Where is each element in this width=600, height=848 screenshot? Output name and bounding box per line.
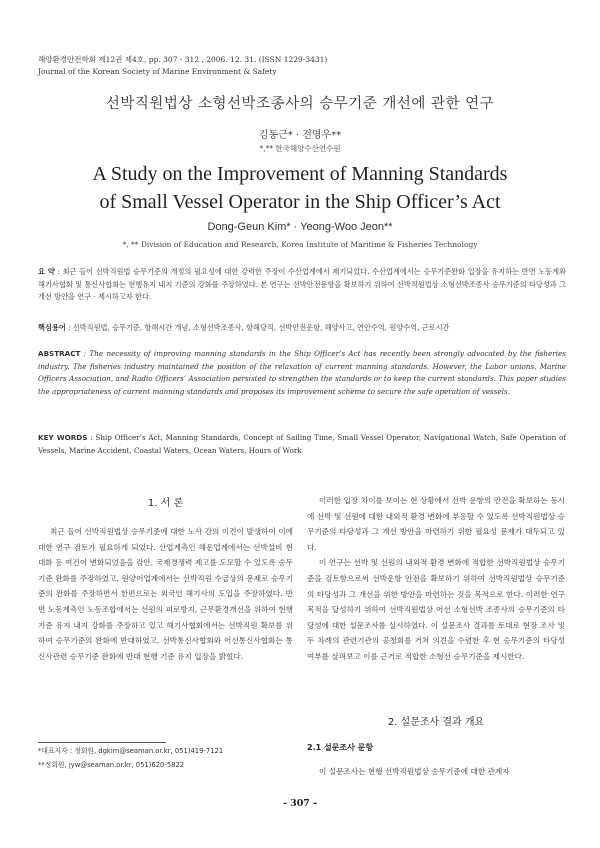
keywords-korean-label: 핵심용어 xyxy=(38,323,66,332)
keywords-korean-text: : 선박직원법, 승무기준, 항해시간 개념, 소형선박조종사, 항해당직, 선박안전운항, 해양사고, 연안수역, 원양수역, 근로시간 xyxy=(68,323,450,332)
section-2-heading: 2. 설문조사 결과 개요 xyxy=(387,717,485,728)
summary-label: 요 약 xyxy=(38,267,55,276)
footnote-first-author: *대표저자 : 정회원, dgkim@seaman.or.kr, 051)419-7121 xyxy=(38,747,224,755)
keywords-english xyxy=(38,432,566,457)
section-1-paragraph: 최근 들어 선박직원법상 승무기준에 대한 노사 간의 이견이 발생하여 이에 대한 연구 검토가 필요하게 되었다. 산업계측인 해운업계에서는 선박설비 현대화 등 여건이 변화되었음을 감안, 국제경쟁력 제고를 도모할 수 있도록 승무기준 완화를 주장하였고, 원양어업계에서는 선박직원 수급상의 문제로 승무기준의 완화를 주장하면서 한편으로는 외국인 해기사의 도입을 주장하였다. 반면 노동계측인 노동조합에서는 선원의 피로방지, 근무환경개선을 위하여 현행 기준 유지 내지 강화를 주장하고 있고 해기사협회에서는 선박직원 확보를 위하여 승무기준의 완화에 반대하였고, 선박통신사협회와 어선통신사협회는 통신사관련 승무기준 완화에 반대 현행 기준 유지 입장을 밝혔다. xyxy=(38,527,293,661)
abstract-label: ABSTRACT xyxy=(38,349,81,358)
section-1-body xyxy=(38,524,293,664)
journal-name-english: Journal of the Korean Society of Marine Environment & Safety xyxy=(38,67,277,76)
summary-korean xyxy=(38,266,566,304)
section-2-1-body xyxy=(307,764,565,780)
title-english-line2: of Small Vessel Operator in the Ship Officer’s Act xyxy=(99,191,501,213)
affiliation-english: *, ** Division of Education and Research, Korea Institute of Maritime & Fisheries Technology xyxy=(122,240,478,249)
title-english-line1: A Study on the Improvement of Manning Standards xyxy=(92,163,508,185)
authors-english: Dong-Geun Kim* · Yeong-Woo Jeon** xyxy=(207,221,393,233)
title-english xyxy=(0,160,600,216)
footnote-divider xyxy=(38,742,166,743)
page-number: - 307 - xyxy=(282,798,318,809)
keywords-english-label: KEY WORDS xyxy=(38,433,88,442)
right-column-paragraph-1: 이러한 입장 차이를 보이는 현 상황에서 선박 운항의 안전을 확보하는 동시에 선박 및 선원에 대한 내외적 환경 변화에 부응할 수 있도록 선박직원법상 승무기준의 타당성과 그 개선 방안을 마련하기 위한 필요성 문제가 대두되고 있다. xyxy=(307,496,565,552)
summary-text: : 최근 들어 선박직원법 승무기준의 개정의 필요성에 대한 강력한 주장이 수산업계에서 제기되었다. 수산업계에서는 승무기준완화 입장을 유지하는 반면 노동계와 해기사협회 및 통신사협회는 현행유지 내지 기준의 강화를 주장하였다. 본 연구는 선박안전운항을 확보하기 위하여 선박직원법상 소형선박조종사 승무기준의 타당성과 그 개선 방안을 연구 · 제시하고자 한다. xyxy=(38,267,566,301)
section-2-1-paragraph: 이 설문조사는 현행 선박직원법상 승무기준에 대한 관계자 xyxy=(319,767,510,776)
keywords-korean xyxy=(38,322,566,335)
right-column-paragraph-2: 이 연구는 선박 및 선원의 내외적 환경 변화에 적합한 선박직원법상 승무기준을 검토함으로써 선박운항 안전을 확보하기 위하여 선박직원법상 승무기준의 타당성과 그 개선을 위한 방안을 마련하는 것을 목적으로 한다. 이러한 연구목적을 달성하기 위하여 선박직원법상 어선 소형선박 조종사의 승무기준의 타당성에 대한 설문조사를 실시하였다. 이 설문조사 결과를 토대로 현장 조사 및 두 차례의 관련기관의 공청회를 거쳐 의견을 수렴한 후 현 승무기준의 타당성 여부를 살펴보고 이를 근거로 적합한 소형선 승무기준을 제시한다. xyxy=(307,558,565,661)
section-1-heading: 1. 서 론 xyxy=(147,498,184,509)
section-2-1-heading: 2.1 설문조사 문항 xyxy=(307,743,374,752)
journal-header xyxy=(38,54,327,78)
keywords-english-text: : Ship Officer’s Act, Manning Standards, Concept of Sailing Time, Small Vessel Operator, Navigational Watch, Safe Operation of Vessels, Marine Accident, Coastal Waters, Ocean Waters, Hours of Work xyxy=(38,433,566,455)
abstract-text: : The necessity of improving manning standards in the Ship Officer’s Act has recently been strongly advocated by the fisheries industry. The fisheries industry maintained the position of the relaxation of current manning standards. However, the Labor unions, Marine Officers Association, and Radio Officers’ Association persisted to strengthen the standards or to keep the current standards. This paper studies the appropriateness of current manning standards and proposes its improvement scheme to secure the safe operation of vessels. xyxy=(38,349,566,396)
right-column-body xyxy=(307,493,565,665)
footnote-second-author: **정회원, jyw@seaman.or.kr, 051)620-5822 xyxy=(38,761,185,769)
affiliation-korean: *,** 한국해양수산연수원 xyxy=(259,144,341,153)
abstract xyxy=(38,348,566,398)
title-korean: 선박직원법상 소형선박조종사의 승무기준 개선에 관한 연구 xyxy=(105,96,495,112)
journal-citation-korean: 해양환경안전학회 제12권 제4호, pp. 307 - 312 , 2006. 12. 31. (ISSN 1229-3431) xyxy=(38,55,328,64)
authors-korean: 김동근* · 전영우** xyxy=(258,130,342,141)
